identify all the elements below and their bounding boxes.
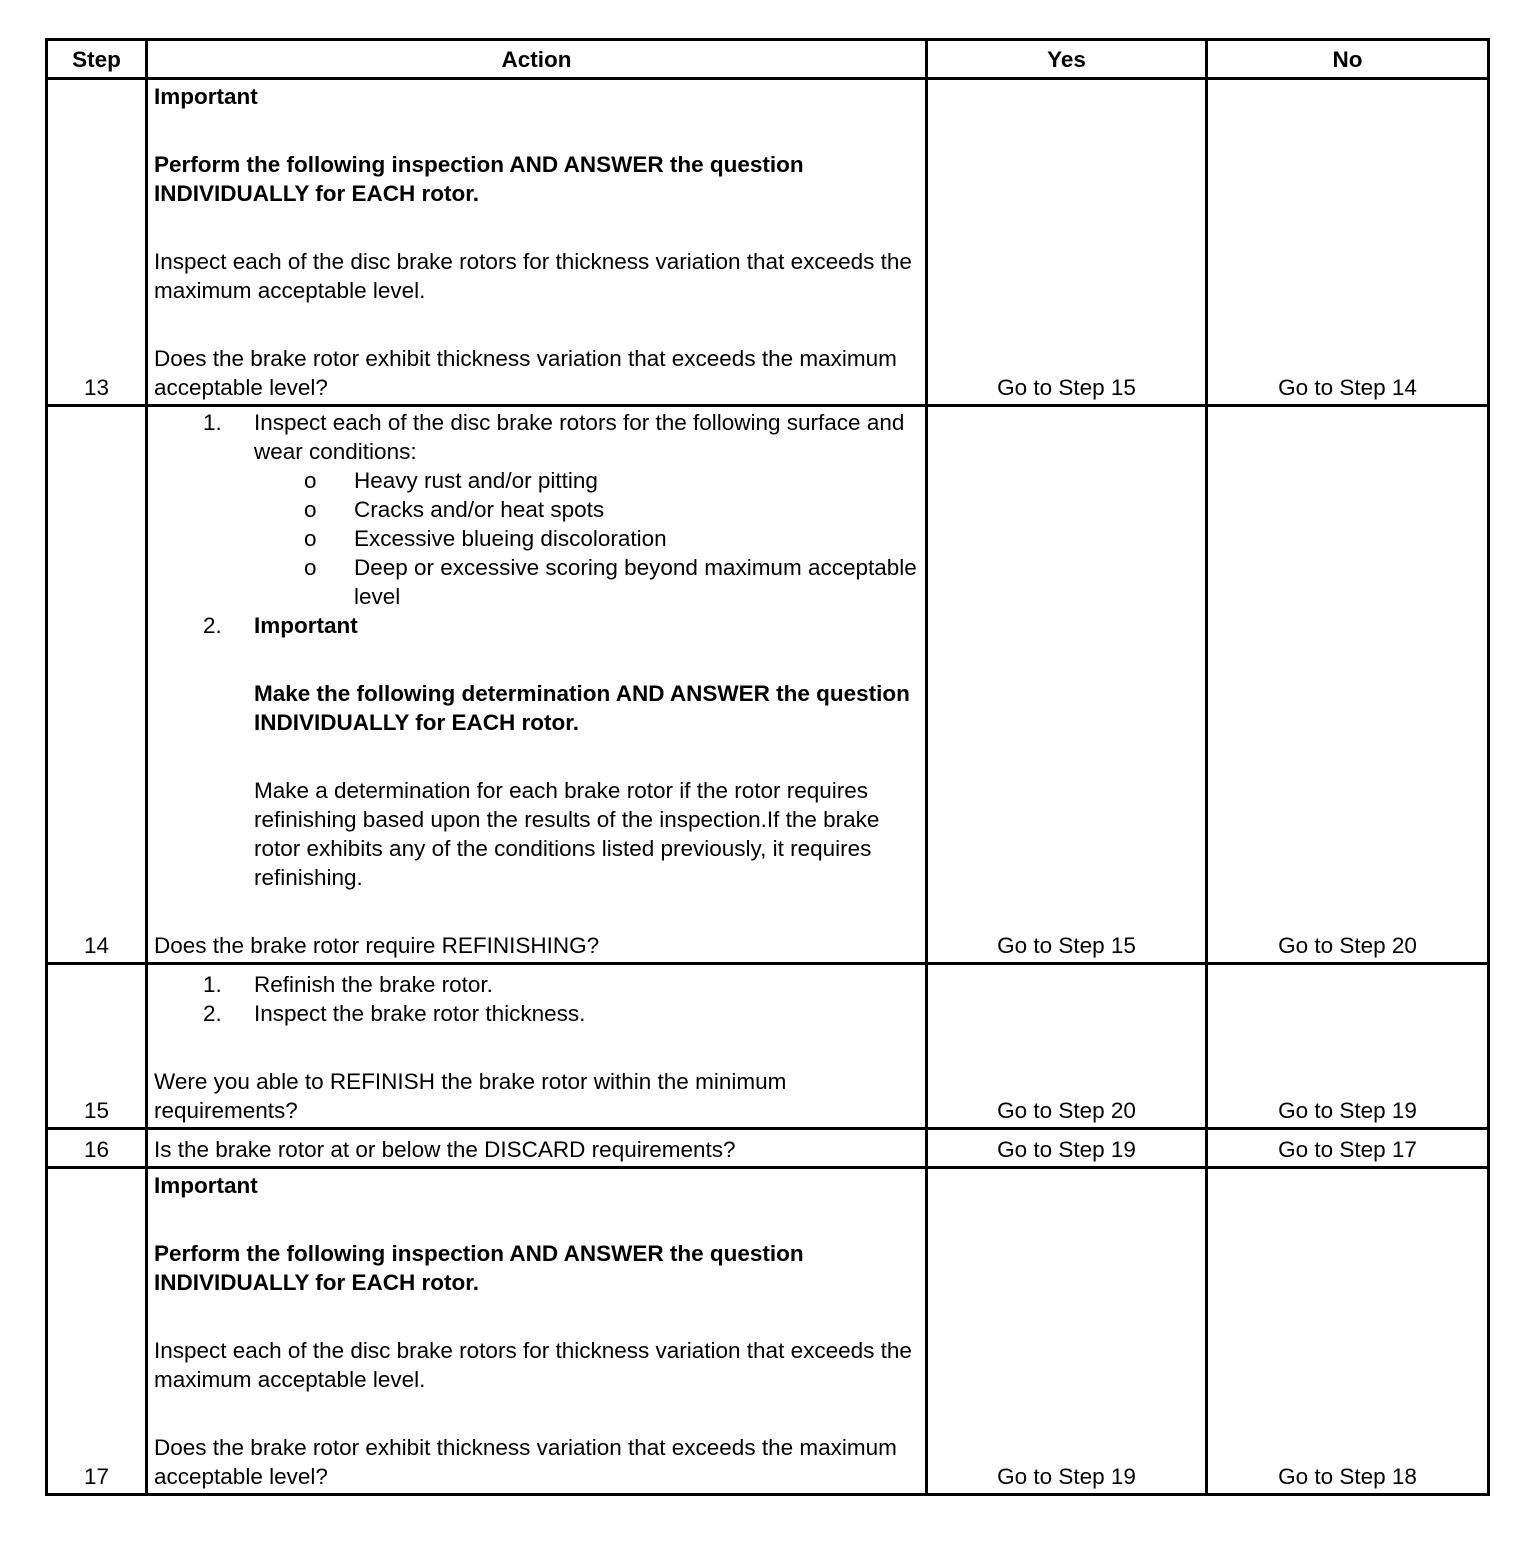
list-number: 2. bbox=[203, 613, 222, 638]
question-text: Were you able to REFINISH the brake rotor within the minimum requirements? bbox=[154, 1069, 787, 1123]
important-note: Make the following determination AND ANSWER the question INDIVIDUALLY for EACH rotor. bbox=[254, 681, 910, 735]
no-cell: Go to Step 20 bbox=[1207, 406, 1489, 964]
important-note: Perform the following inspection AND ANSWER the question INDIVIDUALLY for EACH rotor. bbox=[154, 152, 804, 206]
yes-cell: Go to Step 15 bbox=[927, 406, 1207, 964]
no-cell: Go to Step 19 bbox=[1207, 964, 1489, 1129]
condition-item: o Deep or excessive scoring beyond maximum acceptable level bbox=[304, 555, 917, 609]
step-number: 13 bbox=[47, 79, 147, 406]
yes-cell: Go to Step 19 bbox=[927, 1168, 1207, 1495]
condition-list bbox=[254, 466, 919, 611]
yes-cell: Go to Step 15 bbox=[927, 79, 1207, 406]
important-heading: Important bbox=[254, 613, 358, 638]
question-text: Does the brake rotor require REFINISHING? bbox=[154, 933, 600, 958]
header-no: No bbox=[1207, 40, 1489, 79]
header-step: Step bbox=[47, 40, 147, 79]
list-item-text: Inspect the brake rotor thickness. bbox=[254, 1001, 586, 1026]
condition-item: o Cracks and/or heat spots bbox=[304, 497, 605, 522]
question-text: Is the brake rotor at or below the DISCARD requirements? bbox=[147, 1129, 927, 1168]
table-row bbox=[47, 1168, 1489, 1495]
inspection-text: Inspect each of the disc brake rotors for thickness variation that exceeds the maximum acceptable level. bbox=[154, 249, 912, 303]
step-number: 16 bbox=[47, 1129, 147, 1168]
diagnostic-table bbox=[45, 38, 1490, 1496]
list-item bbox=[154, 611, 919, 892]
yes-cell: Go to Step 19 bbox=[927, 1129, 1207, 1168]
header-action: Action bbox=[147, 40, 927, 79]
no-cell: Go to Step 14 bbox=[1207, 79, 1489, 406]
no-cell: Go to Step 18 bbox=[1207, 1168, 1489, 1495]
table-row bbox=[47, 79, 1489, 406]
list-number: 1. bbox=[203, 410, 222, 435]
procedure-list bbox=[154, 970, 919, 1028]
table-row bbox=[47, 406, 1489, 964]
procedure-list bbox=[154, 408, 919, 892]
step-number: 14 bbox=[47, 406, 147, 964]
action-cell bbox=[147, 406, 927, 964]
action-cell bbox=[147, 964, 927, 1129]
list-number: 2. bbox=[203, 1001, 222, 1026]
question-text: Does the brake rotor exhibit thickness variation that exceeds the maximum acceptable level? bbox=[154, 346, 897, 400]
condition-item: o Excessive blueing discoloration bbox=[304, 526, 667, 551]
header-row bbox=[47, 40, 1489, 79]
condition-item: o Heavy rust and/or pitting bbox=[304, 468, 598, 493]
list-item-text: Refinish the brake rotor. bbox=[254, 972, 493, 997]
important-heading: Important bbox=[154, 84, 258, 109]
inspection-text: Inspect each of the disc brake rotors for thickness variation that exceeds the maximum acceptable level. bbox=[154, 1338, 912, 1392]
important-note: Perform the following inspection AND ANSWER the question INDIVIDUALLY for EACH rotor. bbox=[154, 1241, 804, 1295]
action-cell bbox=[147, 79, 927, 406]
bullet-marker: o bbox=[304, 468, 317, 493]
table-row bbox=[47, 1129, 1489, 1168]
yes-cell: Go to Step 20 bbox=[927, 964, 1207, 1129]
list-item bbox=[154, 408, 919, 611]
list-item bbox=[154, 970, 919, 999]
step-number: 17 bbox=[47, 1168, 147, 1495]
list-item bbox=[154, 999, 919, 1028]
no-cell: Go to Step 17 bbox=[1207, 1129, 1489, 1168]
header-yes: Yes bbox=[927, 40, 1207, 79]
list-number: 1. bbox=[203, 972, 222, 997]
list-item-text: Inspect each of the disc brake rotors for the following surface and wear conditions: bbox=[254, 410, 905, 464]
table-row bbox=[47, 964, 1489, 1129]
question-text: Does the brake rotor exhibit thickness variation that exceeds the maximum acceptable level? bbox=[154, 1435, 897, 1489]
action-cell bbox=[147, 1168, 927, 1495]
bullet-marker: o bbox=[304, 526, 317, 551]
important-heading: Important bbox=[154, 1173, 258, 1198]
bullet-marker: o bbox=[304, 497, 317, 522]
bullet-marker: o bbox=[304, 555, 317, 580]
determination-text: Make a determination for each brake rotor if the rotor requires refinishing based upon the results of the inspection.If the brake rotor exhibits any of the conditions listed previously, it requires refinishing. bbox=[254, 778, 880, 890]
step-number: 15 bbox=[47, 964, 147, 1129]
